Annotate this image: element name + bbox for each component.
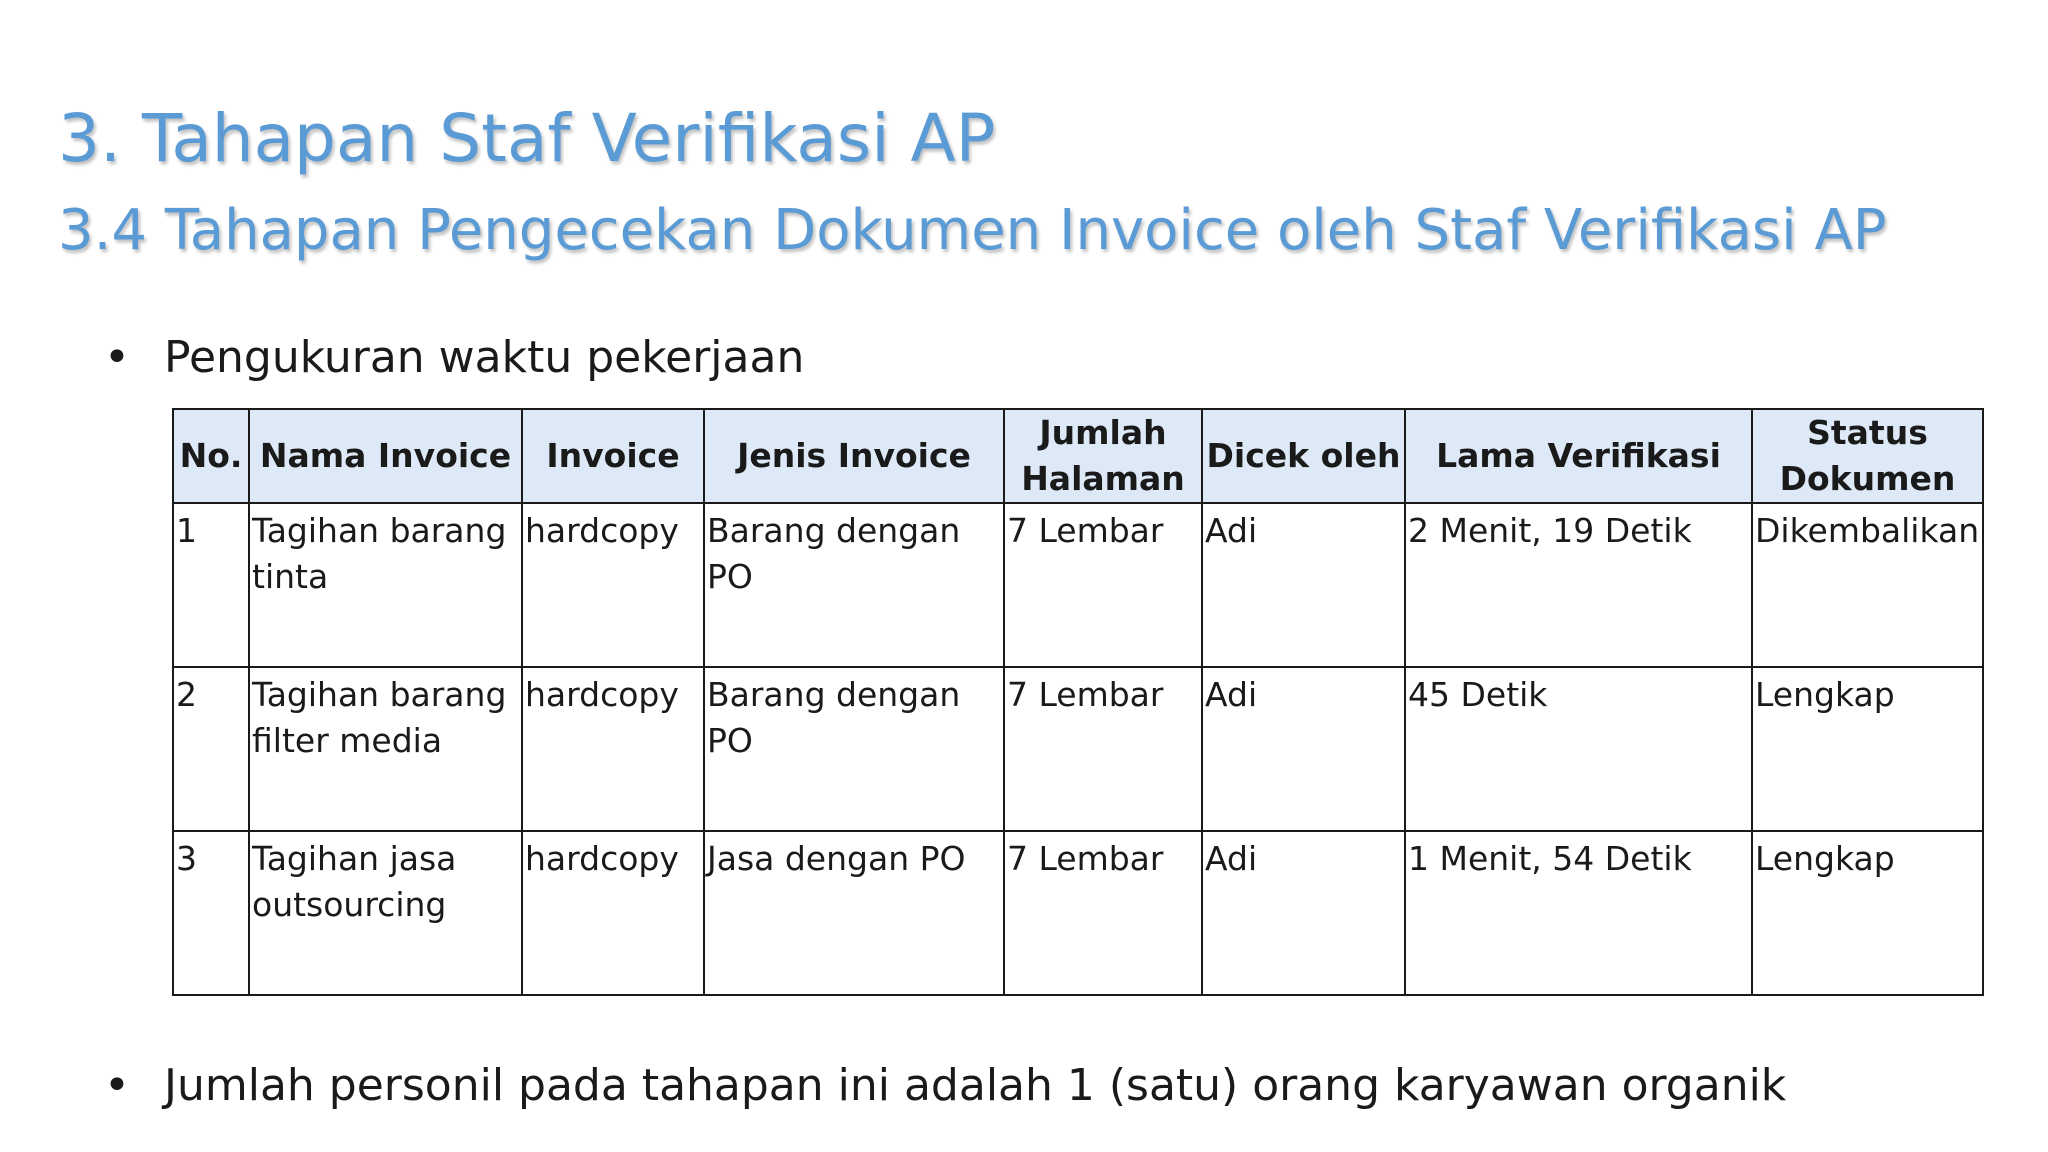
header-nama-invoice: Nama Invoice bbox=[249, 409, 522, 503]
cell-jumlah-halaman: 7 Lembar bbox=[1004, 831, 1202, 995]
cell-nama-invoice: Tagihan barang filter media bbox=[249, 667, 522, 831]
bullet-item bbox=[104, 1060, 1786, 1111]
cell-status-dokumen: Lengkap bbox=[1752, 831, 1983, 995]
cell-jumlah-halaman: 7 Lembar bbox=[1004, 503, 1202, 667]
bullet-item bbox=[104, 332, 804, 383]
cell-no: 3 bbox=[173, 831, 249, 995]
cell-dicek-oleh: Adi bbox=[1202, 667, 1405, 831]
slide-subtitle: 3.4 Tahapan Pengecekan Dokumen Invoice oleh Staf Verifikasi AP bbox=[58, 198, 1887, 263]
data-table bbox=[172, 408, 1984, 996]
table-row bbox=[173, 831, 1983, 995]
bullet-text: Pengukuran waktu pekerjaan bbox=[164, 332, 805, 383]
table-row bbox=[173, 503, 1983, 667]
table-header-row bbox=[173, 409, 1983, 503]
cell-dicek-oleh: Adi bbox=[1202, 503, 1405, 667]
slide-title: 3. Tahapan Staf Verifikasi AP bbox=[58, 100, 996, 177]
bullet-text: Jumlah personil pada tahapan ini adalah 1 (satu) orang karyawan organik bbox=[164, 1060, 1787, 1111]
cell-jenis-invoice: Barang dengan PO bbox=[704, 503, 1004, 667]
cell-lama-verifikasi: 45 Detik bbox=[1405, 667, 1752, 831]
cell-nama-invoice: Tagihan barang tinta bbox=[249, 503, 522, 667]
bullet-icon: • bbox=[104, 332, 130, 383]
bullet-icon: • bbox=[104, 1060, 130, 1111]
cell-lama-verifikasi: 1 Menit, 54 Detik bbox=[1405, 831, 1752, 995]
header-status-dokumen: Status Dokumen bbox=[1752, 409, 1983, 503]
cell-lama-verifikasi: 2 Menit, 19 Detik bbox=[1405, 503, 1752, 667]
cell-invoice: hardcopy bbox=[522, 503, 704, 667]
cell-status-dokumen: Lengkap bbox=[1752, 667, 1983, 831]
table-row bbox=[173, 667, 1983, 831]
header-no: No. bbox=[173, 409, 249, 503]
cell-status-dokumen: Dikembalikan bbox=[1752, 503, 1983, 667]
cell-jumlah-halaman: 7 Lembar bbox=[1004, 667, 1202, 831]
cell-no: 1 bbox=[173, 503, 249, 667]
cell-nama-invoice: Tagihan jasa outsourcing bbox=[249, 831, 522, 995]
cell-invoice: hardcopy bbox=[522, 831, 704, 995]
header-dicek-oleh: Dicek oleh bbox=[1202, 409, 1405, 503]
header-lama-verifikasi: Lama Verifikasi bbox=[1405, 409, 1752, 503]
cell-dicek-oleh: Adi bbox=[1202, 831, 1405, 995]
header-jumlah-halaman: Jumlah Halaman bbox=[1004, 409, 1202, 503]
header-jenis-invoice: Jenis Invoice bbox=[704, 409, 1004, 503]
cell-jenis-invoice: Jasa dengan PO bbox=[704, 831, 1004, 995]
header-invoice: Invoice bbox=[522, 409, 704, 503]
cell-invoice: hardcopy bbox=[522, 667, 704, 831]
cell-no: 2 bbox=[173, 667, 249, 831]
cell-jenis-invoice: Barang dengan PO bbox=[704, 667, 1004, 831]
